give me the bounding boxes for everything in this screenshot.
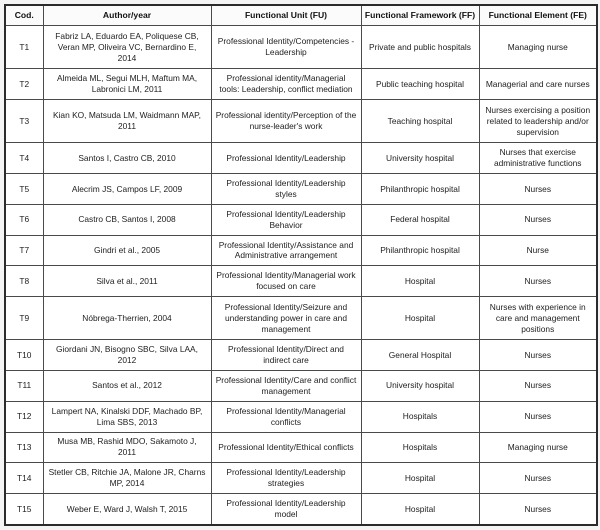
table-row bbox=[5, 340, 597, 371]
cell-cod: T12 bbox=[5, 401, 43, 432]
cell-cod: T2 bbox=[5, 69, 43, 100]
cell-cod: T3 bbox=[5, 100, 43, 143]
cell-cod: T15 bbox=[5, 494, 43, 526]
table-row bbox=[5, 432, 597, 463]
table-row bbox=[5, 297, 597, 340]
cell-fu: Professional Identity/Seizure and understanding power in care and management bbox=[211, 297, 361, 340]
table-row bbox=[5, 204, 597, 235]
cell-author: Santos I, Castro CB, 2010 bbox=[43, 143, 211, 174]
cell-fu: Professional Identity/Leadership bbox=[211, 143, 361, 174]
cell-fu: Professional Identity/Managerial work focused on care bbox=[211, 266, 361, 297]
table-row bbox=[5, 69, 597, 100]
cell-author: Weber E, Ward J, Walsh T, 2015 bbox=[43, 494, 211, 526]
cell-fe: Nurses bbox=[479, 204, 597, 235]
cell-fu: Professional Identity/Competencies - Leadership bbox=[211, 26, 361, 69]
cell-fe: Nurse bbox=[479, 235, 597, 266]
table-row bbox=[5, 100, 597, 143]
cell-ff: Hospital bbox=[361, 266, 479, 297]
cell-fe: Nurses bbox=[479, 463, 597, 494]
cell-fe: Nurses exercising a position related to leadership and/or supervision bbox=[479, 100, 597, 143]
cell-fe: Managing nurse bbox=[479, 26, 597, 69]
cell-fu: Professional Identity/Managerial conflicts bbox=[211, 401, 361, 432]
cell-fu: Professional identity/Managerial tools: Leadership, conflict mediation bbox=[211, 69, 361, 100]
cell-fu: Professional Identity/Leadership Behavior bbox=[211, 204, 361, 235]
header-functional-unit: Functional Unit (FU) bbox=[211, 5, 361, 26]
cell-ff: Teaching hospital bbox=[361, 100, 479, 143]
cell-fu: Professional Identity/Assistance and Administrative arrangement bbox=[211, 235, 361, 266]
header-row bbox=[5, 5, 597, 26]
cell-cod: T11 bbox=[5, 371, 43, 402]
cell-fe: Nurses with experience in care and management positions bbox=[479, 297, 597, 340]
cell-author: Giordani JN, Bisogno SBC, Silva LAA, 2012 bbox=[43, 340, 211, 371]
header-author-year: Author/year bbox=[43, 5, 211, 26]
cell-ff: Public teaching hospital bbox=[361, 69, 479, 100]
cell-cod: T14 bbox=[5, 463, 43, 494]
cell-fe: Nurses bbox=[479, 340, 597, 371]
table-row bbox=[5, 235, 597, 266]
cell-fu: Professional Identity/Leadership strategies bbox=[211, 463, 361, 494]
cell-fe: Nurses bbox=[479, 494, 597, 526]
cell-ff: Hospitals bbox=[361, 432, 479, 463]
table-row bbox=[5, 26, 597, 69]
cell-ff: Philanthropic hospital bbox=[361, 174, 479, 205]
cell-author: Stetler CB, Ritchie JA, Malone JR, Charns MP, 2014 bbox=[43, 463, 211, 494]
cell-ff: Federal hospital bbox=[361, 204, 479, 235]
cell-fe: Nurses bbox=[479, 174, 597, 205]
cell-fu: Professional Identity/Care and conflict management bbox=[211, 371, 361, 402]
cell-fe: Nurses that exercise administrative functions bbox=[479, 143, 597, 174]
cell-author: Lampert NA, Kinalski DDF, Machado BP, Lima SBS, 2013 bbox=[43, 401, 211, 432]
table-body bbox=[5, 26, 597, 525]
cell-fe: Nurses bbox=[479, 401, 597, 432]
header-functional-element: Functional Element (FE) bbox=[479, 5, 597, 26]
cell-fu: Professional identity/Perception of the nurse-leader's work bbox=[211, 100, 361, 143]
cell-ff: University hospital bbox=[361, 143, 479, 174]
table-row bbox=[5, 266, 597, 297]
studies-table bbox=[4, 4, 598, 526]
cell-cod: T13 bbox=[5, 432, 43, 463]
cell-cod: T6 bbox=[5, 204, 43, 235]
table-row bbox=[5, 401, 597, 432]
cell-author: Kian KO, Matsuda LM, Waidmann MAP, 2011 bbox=[43, 100, 211, 143]
cell-ff: Hospital bbox=[361, 463, 479, 494]
cell-author: Gindri et al., 2005 bbox=[43, 235, 211, 266]
cell-ff: Hospital bbox=[361, 494, 479, 526]
cell-cod: T7 bbox=[5, 235, 43, 266]
cell-cod: T8 bbox=[5, 266, 43, 297]
header-cod: Cod. bbox=[5, 5, 43, 26]
table-row bbox=[5, 494, 597, 526]
cell-author: Santos et al., 2012 bbox=[43, 371, 211, 402]
cell-fe: Managerial and care nurses bbox=[479, 69, 597, 100]
cell-author: Castro CB, Santos I, 2008 bbox=[43, 204, 211, 235]
cell-cod: T1 bbox=[5, 26, 43, 69]
cell-author: Almeida ML, Segui MLH, Maftum MA, Labronici LM, 2011 bbox=[43, 69, 211, 100]
cell-fe: Nurses bbox=[479, 266, 597, 297]
cell-ff: Philanthropic hospital bbox=[361, 235, 479, 266]
header-functional-framework: Functional Framework (FF) bbox=[361, 5, 479, 26]
cell-fu: Professional Identity/Direct and indirect care bbox=[211, 340, 361, 371]
cell-fu: Professional Identity/Leadership model bbox=[211, 494, 361, 526]
cell-cod: T10 bbox=[5, 340, 43, 371]
cell-fe: Managing nurse bbox=[479, 432, 597, 463]
table-row bbox=[5, 143, 597, 174]
table-row bbox=[5, 371, 597, 402]
cell-author: Nóbrega-Therrien, 2004 bbox=[43, 297, 211, 340]
table-row bbox=[5, 463, 597, 494]
cell-fu: Professional Identity/Leadership styles bbox=[211, 174, 361, 205]
cell-ff: Private and public hospitals bbox=[361, 26, 479, 69]
table-row bbox=[5, 174, 597, 205]
cell-ff: General Hospital bbox=[361, 340, 479, 371]
cell-fu: Professional Identity/Ethical conflicts bbox=[211, 432, 361, 463]
cell-author: Musa MB, Rashid MDO, Sakamoto J, 2011 bbox=[43, 432, 211, 463]
cell-ff: Hospital bbox=[361, 297, 479, 340]
cell-author: Alecrim JS, Campos LF, 2009 bbox=[43, 174, 211, 205]
table-header bbox=[5, 5, 597, 26]
cell-fe: Nurses bbox=[479, 371, 597, 402]
cell-cod: T4 bbox=[5, 143, 43, 174]
cell-cod: T5 bbox=[5, 174, 43, 205]
cell-author: Silva et al., 2011 bbox=[43, 266, 211, 297]
cell-author: Fabriz LA, Eduardo EA, Poliquese CB, Veran MP, Oliveira VC, Bernardino E, 2014 bbox=[43, 26, 211, 69]
cell-ff: Hospitals bbox=[361, 401, 479, 432]
cell-cod: T9 bbox=[5, 297, 43, 340]
cell-ff: University hospital bbox=[361, 371, 479, 402]
